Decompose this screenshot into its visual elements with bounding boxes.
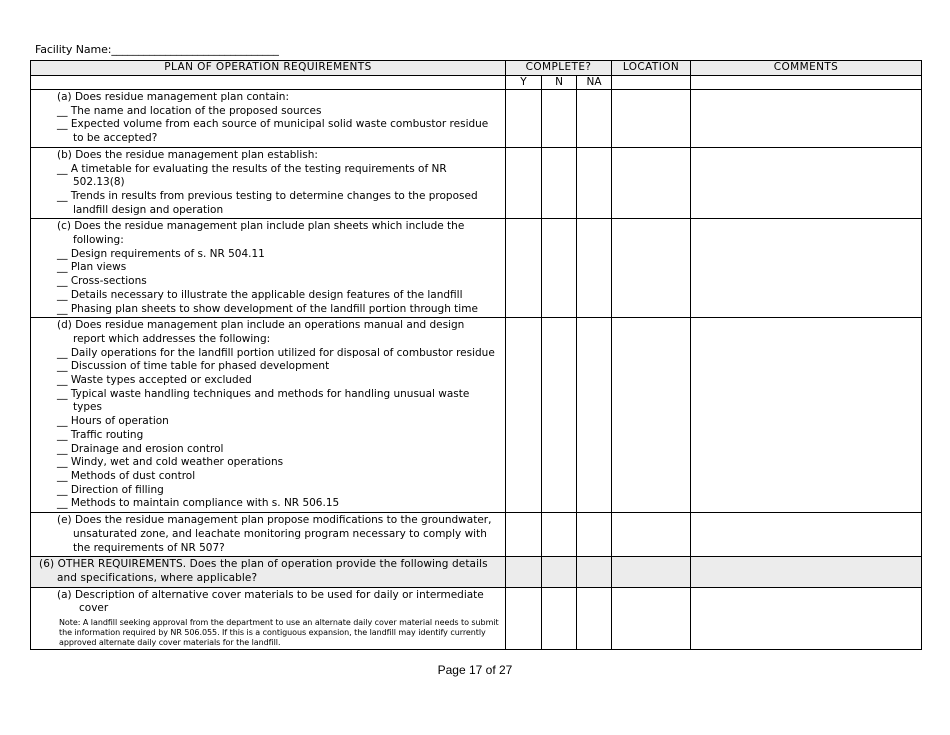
checkbox-na[interactable] <box>577 219 612 318</box>
requirement-row <box>31 147 922 219</box>
checkbox-y[interactable] <box>506 513 542 557</box>
alternative-cover-title: (a) Description of alternative cover materials to be used for daily or intermediate cover <box>57 588 484 615</box>
requirements-table <box>30 60 922 650</box>
alternative-cover-row <box>31 587 922 649</box>
requirement-item: __ A timetable for evaluating the results of the testing requirements of NR 502.13(8) <box>57 163 499 190</box>
comments-cell[interactable] <box>691 318 922 513</box>
location-cell[interactable] <box>612 90 691 148</box>
checkbox-na[interactable] <box>577 90 612 148</box>
location-cell[interactable] <box>612 587 691 649</box>
requirement-item: __ Traffic routing <box>57 429 499 443</box>
checkbox-n[interactable] <box>542 587 577 649</box>
requirement-item: __ Hours of operation <box>57 415 499 429</box>
header-row <box>31 61 922 76</box>
requirement-item: __ Windy, wet and cold weather operations <box>57 456 499 470</box>
requirement-item: __ Discussion of time table for phased development <box>57 360 499 374</box>
n-header: N <box>542 76 577 90</box>
location-cell[interactable] <box>612 219 691 318</box>
requirement-item: __ Trends in results from previous testing to determine changes to the proposed landfill design and operation <box>57 190 499 217</box>
requirement-item: __ Daily operations for the landfill portion utilized for disposal of combustor residue <box>57 347 499 361</box>
y-header: Y <box>506 76 542 90</box>
checkbox-y[interactable] <box>506 90 542 148</box>
checkbox-y[interactable] <box>506 587 542 649</box>
requirement-item: __ Direction of filling <box>57 484 499 498</box>
checkbox-n[interactable] <box>542 90 577 148</box>
na-header: NA <box>577 76 612 90</box>
checkbox-na[interactable] <box>577 513 612 557</box>
requirement-item: __ Phasing plan sheets to show development of the landfill portion through time <box>57 303 499 317</box>
checkbox-na[interactable] <box>577 587 612 649</box>
complete-header: COMPLETE? <box>506 61 612 76</box>
alternative-cover-note: Note: A landfill seeking approval from the department to use an alternate daily cover material needs to submit the information required by NR 506.055. If this is a contiguous expansion, the landfill may identify currently approved alternate daily cover materials for the landfill. <box>59 618 499 648</box>
requirement-row <box>31 219 922 318</box>
requirement-question: (d) Does residue management plan include an operations manual and design report which addresses the following: <box>57 319 465 345</box>
comments-cell[interactable] <box>691 219 922 318</box>
other-requirements-row <box>31 557 922 587</box>
requirement-row <box>31 513 922 557</box>
comments-cell[interactable] <box>691 587 922 649</box>
facility-name-label: Facility Name:_______________________________ <box>35 43 279 56</box>
requirement-item: __ Methods of dust control <box>57 470 499 484</box>
requirement-item: __ Drainage and erosion control <box>57 443 499 457</box>
requirement-item: __ The name and location of the proposed sources <box>57 105 499 119</box>
checkbox-na[interactable] <box>577 147 612 219</box>
requirement-item: __ Details necessary to illustrate the applicable design features of the landfill <box>57 289 499 303</box>
checkbox-n[interactable] <box>542 219 577 318</box>
requirement-question: (e) Does the residue management plan propose modifications to the groundwater, unsaturated zone, and leachate monitoring program necessary to comply with the requirements of NR 507? <box>57 514 492 554</box>
plan-header: PLAN OF OPERATION REQUIREMENTS <box>31 61 506 76</box>
location-header: LOCATION <box>612 61 691 76</box>
location-cell[interactable] <box>612 318 691 513</box>
location-cell[interactable] <box>612 147 691 219</box>
requirement-item: __ Design requirements of s. NR 504.11 <box>57 248 499 262</box>
requirement-item: __ Cross-sections <box>57 275 499 289</box>
requirement-item: __ Plan views <box>57 261 499 275</box>
requirement-row <box>31 90 922 148</box>
requirement-item: __ Expected volume from each source of municipal solid waste combustor residue to be accepted? <box>57 118 499 145</box>
comments-cell[interactable] <box>691 147 922 219</box>
requirement-question: (c) Does the residue management plan include plan sheets which include the following: <box>57 220 465 247</box>
checkbox-y[interactable] <box>506 318 542 513</box>
comments-header: COMMENTS <box>691 61 922 76</box>
subheader-row <box>31 76 922 90</box>
checkbox-n[interactable] <box>542 147 577 219</box>
checkbox-y[interactable] <box>506 219 542 318</box>
requirement-item: __ Typical waste handling techniques and methods for handling unusual waste types <box>57 388 499 415</box>
location-cell[interactable] <box>612 513 691 557</box>
page-number: Page 17 of 27 <box>437 663 513 677</box>
requirement-question: (a) Does residue management plan contain: <box>57 91 289 103</box>
other-requirements-text: (6) OTHER REQUIREMENTS. Does the plan of operation provide the following details and specifications, where applicable? <box>39 558 488 584</box>
requirement-item: __ Methods to maintain compliance with s. NR 506.15 <box>57 497 499 511</box>
checkbox-n[interactable] <box>542 318 577 513</box>
checkbox-y[interactable] <box>506 147 542 219</box>
requirement-row <box>31 318 922 513</box>
comments-cell[interactable] <box>691 90 922 148</box>
requirement-item: __ Waste types accepted or excluded <box>57 374 499 388</box>
checkbox-na[interactable] <box>577 318 612 513</box>
checkbox-n[interactable] <box>542 513 577 557</box>
comments-cell[interactable] <box>691 513 922 557</box>
requirement-question: (b) Does the residue management plan establish: <box>57 148 318 161</box>
